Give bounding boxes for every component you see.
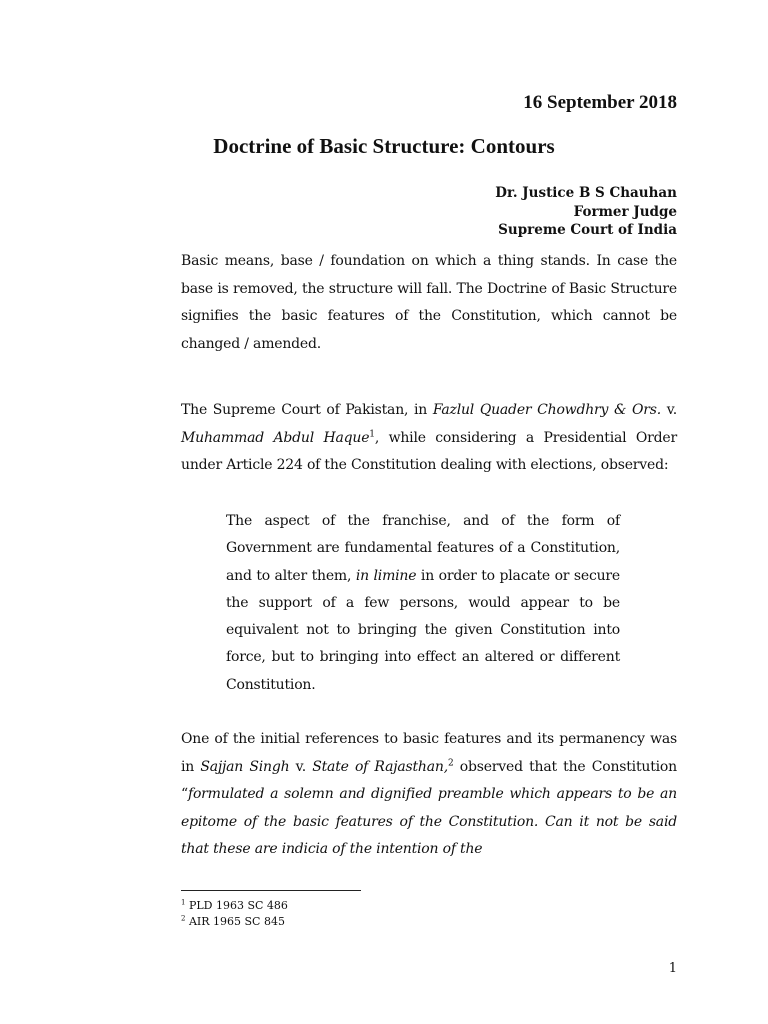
footnote-item xyxy=(181,898,288,914)
text-run: The Supreme Court of Pakistan, in xyxy=(181,402,433,418)
footnote-item xyxy=(181,914,288,930)
text-run: v. xyxy=(289,758,313,775)
document-date: 16 September 2018 xyxy=(523,92,677,113)
text-run: The aspect of the franchise, and of the form of Government are fundamental features of a Constitution, and to alter them, xyxy=(226,513,620,584)
footnote-text: AIR 1965 SC 845 xyxy=(185,915,285,928)
paragraph-pakistan-case xyxy=(181,397,677,480)
author-role: Former Judge xyxy=(573,203,677,220)
footnote-number: 2 xyxy=(181,914,186,923)
footnotes xyxy=(181,898,288,930)
author-name: Dr. Justice B S Chauhan xyxy=(495,185,677,201)
case-name: Muhammad Abdul Haque xyxy=(181,429,370,446)
paragraph-sajjan-singh xyxy=(181,726,677,864)
quoted-passage: formulated a solemn and dignified preamble which appears to be an epitome of the basic features of the Constitution. Can it not be said that these are indicia of the intention of the xyxy=(181,786,677,857)
footnote-divider xyxy=(181,890,361,891)
text-run: , while considering a Presidential Order under Article 224 of the Constitution dealing with elections, observed: xyxy=(181,429,677,473)
page-number: 1 xyxy=(668,961,677,976)
footnote-text: PLD 1963 SC 486 xyxy=(185,899,288,912)
text-run: observed that the Constitution “ xyxy=(181,758,677,802)
case-name: State of Rajasthan, xyxy=(312,758,448,775)
block-quote xyxy=(226,508,620,699)
text-run: v. xyxy=(660,402,677,418)
text-run: in order to placate or secure the support of a few persons, would appear to be equivalent not to bringing the given Constitution into force, but to bringing into effect an altered or different Constitution. xyxy=(226,567,620,693)
author-block xyxy=(495,184,677,240)
text-run: One of the initial references to basic features and its permanency was in xyxy=(181,731,677,775)
footnote-ref[interactable]: 2 xyxy=(447,757,454,768)
case-name: Fazlul Quader Chowdhry & Ors. xyxy=(432,402,661,418)
footnote-ref[interactable]: 1 xyxy=(369,428,375,439)
case-name: Sajjan Singh xyxy=(200,758,290,775)
paragraph-basic-meaning: Basic means, base / foundation on which a thing stands. In case the base is removed, the structure will fall. The Doctrine of Basic Structure signifies the basic features of the Constitution, which cannot be changed / amended. xyxy=(181,253,677,352)
latin-phrase: in limine xyxy=(355,567,417,584)
document-title: Doctrine of Basic Structure: Contours xyxy=(213,134,555,158)
footnote-number: 1 xyxy=(181,898,186,907)
author-court: Supreme Court of India xyxy=(498,222,677,238)
